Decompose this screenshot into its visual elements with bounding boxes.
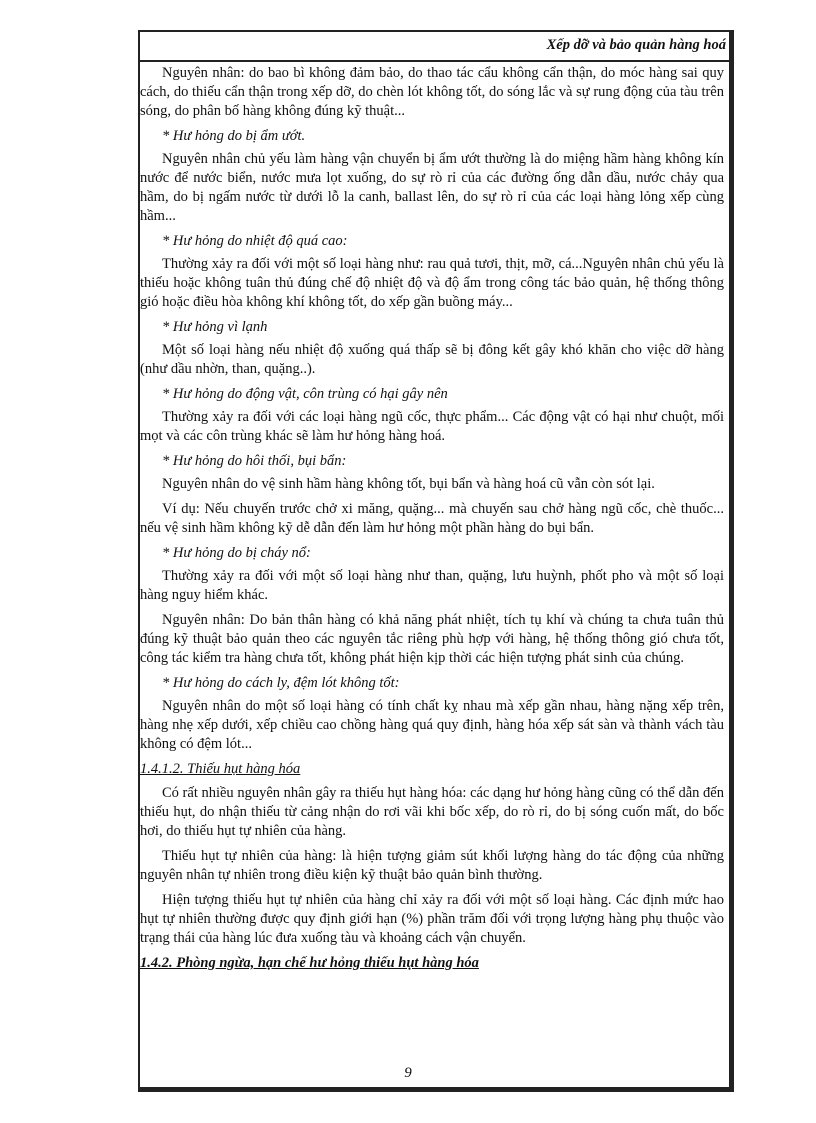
header-title: Xếp dỡ và bảo quản hàng hoá [546, 37, 726, 53]
section-heading: 1.4.1.2. Thiếu hụt hàng hóa [140, 761, 301, 777]
paragraph: Ví dụ: Nếu chuyến trước chở xi măng, quặng... mà chuyến sau chở hàng ngũ cốc, chè thuốc... nếu vệ sinh hầm không kỹ dễ dẫn đến làm hư hỏng một phần hàng do bụi bẩn. [140, 501, 724, 536]
subheading: * Hư hỏng do cách ly, đệm lót không tốt: [162, 675, 400, 691]
paragraph: Thường xảy ra đối với các loại hàng ngũ cốc, thực phẩm... Các động vật có hại như chuột, mối mọt và các côn trùng khác sẽ làm hư hỏng hàng hoá. [140, 409, 724, 444]
paragraph: Nguyên nhân: do bao bì không đảm bảo, do thao tác cẩu không cẩn thận, do móc hàng sai quy cách, do thiếu cẩn thận trong xếp dỡ, do chèn lót không tốt, do sóng lắc và sự rung động của tàu trên sóng, do phân bố hàng không đúng kỹ thuật... [140, 65, 724, 119]
paragraph: Thường xảy ra đối với một số loại hàng như than, quặng, lưu huỳnh, phốt pho và một số loại hàng nguy hiểm khác. [140, 568, 724, 603]
paragraph: Thiếu hụt tự nhiên của hàng: là hiện tượng giảm sút khối lượng hàng do tác động của những nguyên nhân tự nhiên trong điều kiện kỹ thuật bảo quản bình thường. [140, 848, 724, 883]
paragraph: Nguyên nhân chủ yếu làm hàng vận chuyển bị ẩm ướt thường là do miệng hầm hàng không kín nước để nước biển, nước mưa lọt xuống, do sự rò rỉ của các đường ống dẫn dầu, nước chảy qua hầm, do bị ngấm nước từ dưới lỗ la canh, ballast lên, do sự rò rỉ của các loại hàng lỏng xếp cùng hầm... [140, 151, 724, 224]
subheading: * Hư hỏng do bị ẩm ướt. [162, 128, 306, 144]
paragraph: Nguyên nhân do một số loại hàng có tính chất kỵ nhau mà xếp gần nhau, hàng nặng xếp trên, hàng nhẹ xếp dưới, xếp chiều cao chồng hàng quá quy định, hàng hóa xếp sát sàn và thành vách tàu không có đệm lót... [140, 698, 724, 752]
subheading: * Hư hỏng do hôi thối, bụi bẩn: [162, 453, 347, 469]
page-header [138, 30, 734, 62]
subheading: * Hư hỏng do bị cháy nổ: [162, 545, 311, 561]
paragraph: Thường xảy ra đối với một số loại hàng như: rau quả tươi, thịt, mỡ, cá...Nguyên nhân chủ yếu là thiếu hoặc không tuân thủ đúng chế độ nhiệt độ và độ ẩm trong công tác bảo quản, hệ thống thông gió hoặc điều hòa không khí không tốt, do xếp gần buồng máy... [140, 256, 724, 310]
document-body [140, 64, 724, 973]
paragraph: Nguyên nhân: Do bản thân hàng có khả năng phát nhiệt, tích tụ khí và chúng ta chưa tuân thủ đúng kỹ thuật bảo quản theo các nguyên tắc riêng phù hợp với hàng, hệ thống thông gió chưa tốt, công tác kiểm tra hàng chưa tốt, không phát hiện kịp thời các hiện tượng phát sinh của chúng. [140, 612, 724, 666]
paragraph: Có rất nhiều nguyên nhân gây ra thiếu hụt hàng hóa: các dạng hư hỏng hàng cũng có thể dẫn đến thiếu hụt, do nhận thiếu từ cảng nhận do rơi vãi khi bốc xếp, do rò rỉ, do bị sóng cuốn mất, do bốc hơi, do thiếu hụt tự nhiên của hàng. [140, 785, 724, 839]
page-number: 9 [404, 1065, 412, 1081]
subheading: * Hư hỏng vì lạnh [162, 319, 268, 335]
subheading: * Hư hỏng do động vật, côn trùng có hại gây nên [162, 386, 448, 402]
subheading: * Hư hỏng do nhiệt độ quá cao: [162, 233, 348, 249]
paragraph: Nguyên nhân do vệ sinh hầm hàng không tốt, bụi bẩn và hàng hoá cũ vẫn còn sót lại. [162, 476, 655, 492]
section-heading-bold: 1.4.2. Phòng ngừa, hạn chế hư hỏng thiếu hụt hàng hóa [140, 955, 479, 971]
paragraph: Hiện tượng thiếu hụt tự nhiên của hàng chỉ xảy ra đối với một số loại hàng. Các định mức hao hụt tự nhiên thường được quy định giới hạn (%) phần trăm đối với trọng lượng hàng phụ thuộc vào trạng thái của hàng lúc đưa xuống tàu và khoảng cách vận chuyển. [140, 892, 724, 946]
paragraph: Một số loại hàng nếu nhiệt độ xuống quá thấp sẽ bị đông kết gây khó khăn cho việc dỡ hàng (như dầu nhờn, than, quặng..). [140, 342, 724, 377]
